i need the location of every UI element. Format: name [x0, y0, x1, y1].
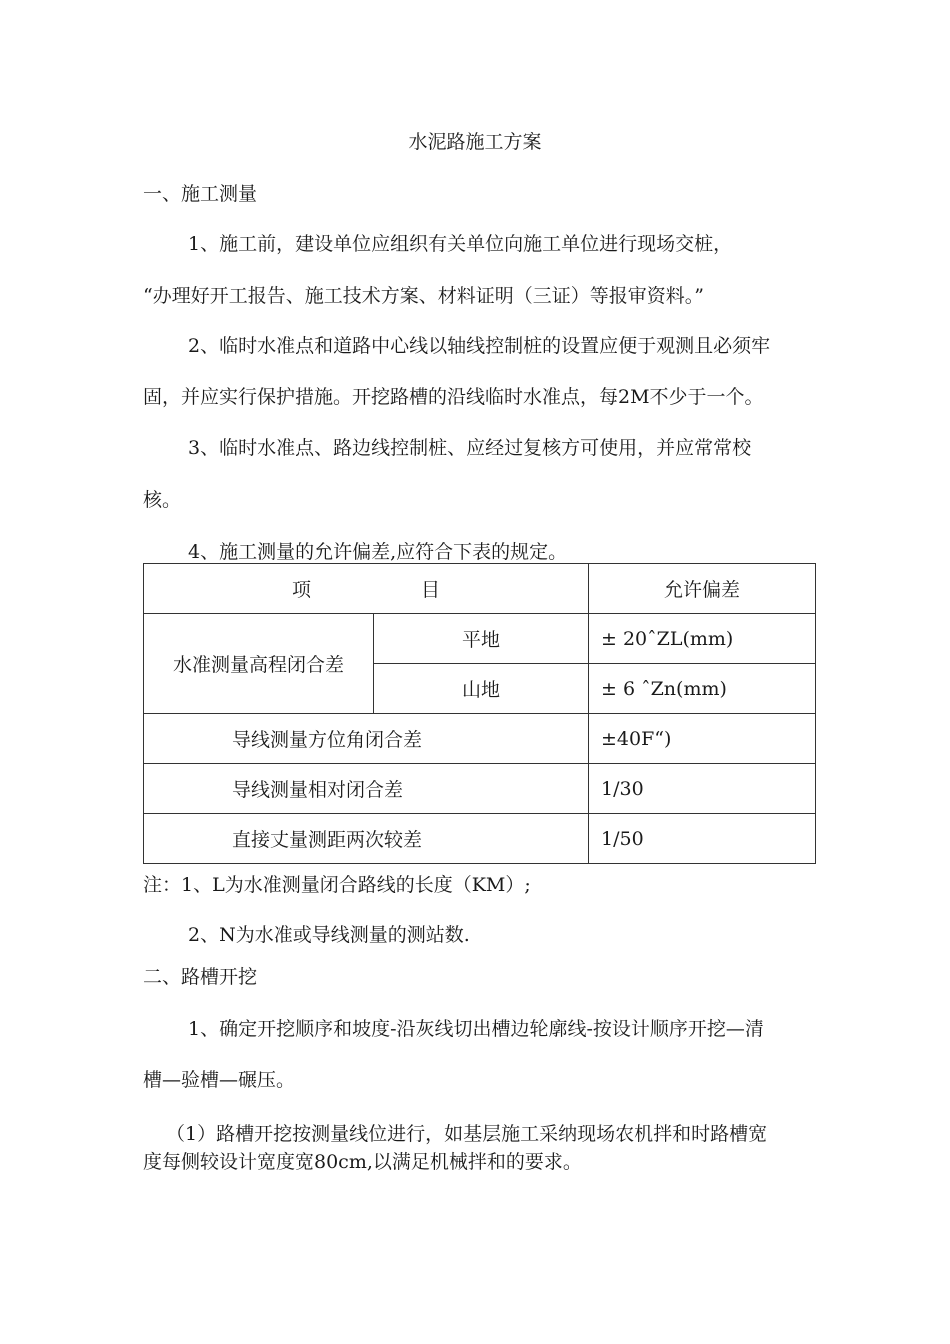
paragraph-5b: 槽—验槽—碾压。	[143, 1069, 296, 1091]
row-value-azimuth: ±40F“)	[589, 714, 816, 764]
row-value-mountain: ± 6 ˆZn(mm)	[589, 664, 816, 714]
tolerance-table	[143, 563, 816, 864]
paragraph-2b: 固，并应实行保护措施。开挖路槽的沿线临时水准点，每2M不少于一个。	[143, 386, 764, 408]
row-label-leveling: 水准测量高程闭合差	[144, 614, 374, 714]
table-row	[144, 814, 816, 864]
row-value-distance: 1/50	[589, 814, 816, 864]
table-header-row	[144, 564, 816, 614]
paragraph-1b: “办理好开工报告、施工技术方案、材料证明（三证）等报审资料。”	[143, 285, 704, 307]
table-row	[144, 714, 816, 764]
row-sub-flat: 平地	[374, 614, 589, 664]
page-title: 水泥路施工方案	[408, 131, 542, 153]
table-header-tolerance: 允许偏差	[589, 564, 816, 614]
row-sub-mountain: 山地	[374, 664, 589, 714]
table-header-item	[144, 564, 589, 614]
section-heading-survey: 一、施工测量	[143, 183, 258, 205]
note-2: 2、N为水准或导线测量的测站数.	[188, 924, 470, 946]
row-label-distance: 直接丈量测距两次较差	[144, 814, 589, 864]
paragraph-3b: 核。	[143, 489, 182, 511]
paragraph-6b: 度每侧较设计宽度宽80cm,以满足机械拌和的要求。	[143, 1151, 582, 1173]
header-item-char-b: 目	[421, 579, 441, 601]
table-row	[144, 764, 816, 814]
section-heading-excavation: 二、路槽开挖	[143, 966, 258, 988]
paragraph-1a: 1、施工前，建设单位应组织有关单位向施工单位进行现场交桩，	[188, 233, 733, 255]
header-item-char-a: 项	[291, 579, 311, 601]
row-value-relative: 1/30	[589, 764, 816, 814]
paragraph-3a: 3、临时水准点、路边线控制桩、应经过复核方可使用，并应常常校	[188, 437, 752, 459]
table-row	[144, 614, 816, 664]
note-1: 注：1、L为水准测量闭合路线的长度（KM）;	[143, 874, 531, 896]
row-value-flat: ± 20ˆZL(mm)	[589, 614, 816, 664]
row-label-azimuth: 导线测量方位角闭合差	[144, 714, 589, 764]
row-label-relative: 导线测量相对闭合差	[144, 764, 589, 814]
paragraph-6a: （1）路槽开挖按测量线位进行，如基层施工采纳现场农机拌和时路槽宽	[166, 1123, 768, 1145]
paragraph-5a: 1、确定开挖顺序和坡度-沿灰线切出槽边轮廓线-按设计顺序开挖—清	[188, 1018, 764, 1040]
paragraph-2a: 2、临时水准点和道路中心线以轴线控制桩的设置应便于观测且必须牢	[188, 335, 771, 357]
paragraph-4: 4、施工测量的允许偏差,应符合下表的规定。	[188, 541, 568, 563]
